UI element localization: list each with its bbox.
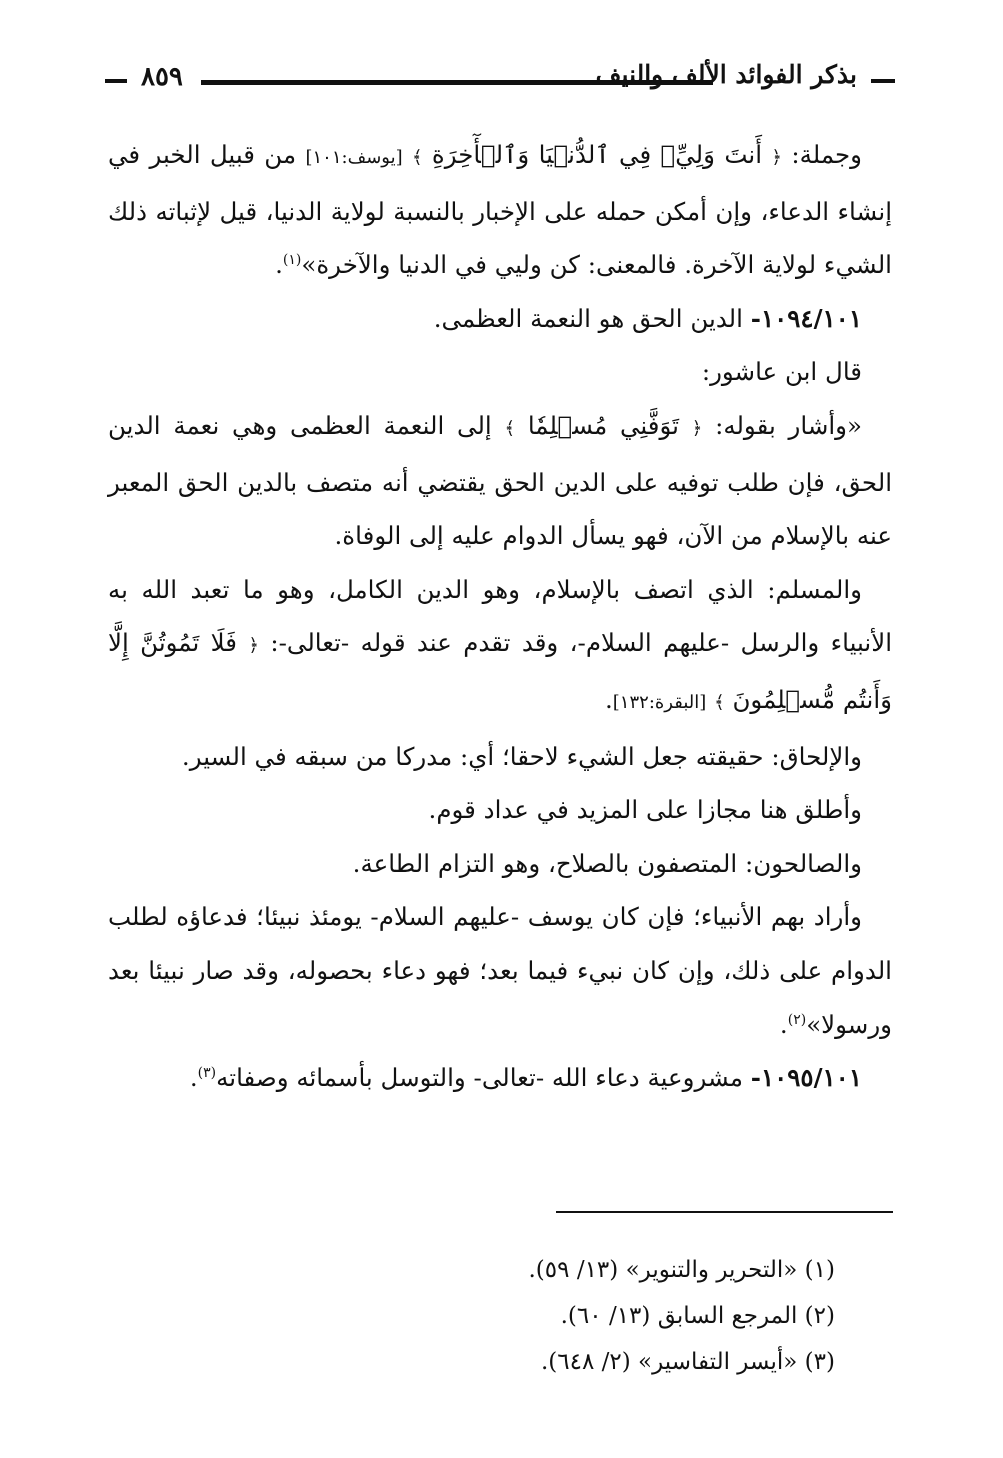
entry-number: ١٠٩٥/١٠١- [750,1063,862,1093]
paragraph-6: وأطلق هنا مجازا على المزيد في عداد قوم. [428,795,862,825]
ornate-bracket-close-icon: ﴾ [504,417,516,439]
footnote-1: (١) «التحرير والتنوير» (١٣/ ٥٩). [528,1257,835,1283]
paragraph-7: والصالحون: المتصفون بالصلاح، وهو التزام الطاعة. [352,848,862,878]
running-title: بذكر الفوائد الألف والنيف [595,60,857,89]
footnote-marker: (١) [282,252,302,269]
page-number: ٨٥٩ [141,62,183,92]
ornate-bracket-open-icon: ﴿ [248,635,259,657]
ornate-bracket-close-icon: ﴾ [714,691,725,713]
quran-verse: أَنتَ وَلِيِّۦ فِي ٱلدُّنۡيَا وَٱلۡأٓخِرَةِ [431,140,763,169]
paragraph-4: والمسلم: الذي اتصف بالإسلام، وهو الدين الكامل، وهو ما تعبد الله به الأنبياء والرسل -عليهم السلام-، وقد تقدم عند قوله -تعالى-: ﴿ فَلَا تَمُوتُنَّ إِلَّا وَأَنتُم مُّسۡلِمُونَ ﴾ [البقرة:١٣٢]. [108,574,893,714]
footnote-3: (٣) «أيسر التفاسير» (٢/ ٦٤٨). [540,1349,835,1375]
header-dash-left [105,79,127,83]
footnote-separator [556,1211,893,1213]
paragraph-1-intro: وجملة: [791,140,862,169]
ornate-bracket-open-icon: ﴿ [691,417,703,439]
verse-reference: [يوسف:١٠١] [305,147,403,168]
ornate-bracket-close-icon: ﴾ [412,147,423,168]
footnote-marker: (٣) [197,1064,217,1081]
paragraph-3 [108,399,892,563]
paragraph-3-text: إلى النعمة العظمى وهي نعمة الدين الحق، فإن طلب توفيه على الدين الحق يقتضي أنه متصف بالدين الحق المعبر عنه بالإسلام من الآن، فهو يسأل الدوام عليه إلى الوفاة. [108,410,892,551]
paragraph-8-text: وأراد بهم الأنبياء؛ فإن كان يوسف -عليهم السلام- يومئذ نبيئا؛ فدعاؤه لطلب الدوام على ذلك، وإن كان نبيء فيما بعد؛ فهو دعاء بحصوله، وقد صار نبيئا بعد ورسولا» [108,902,892,1039]
paragraph-1: وجملة: ﴿ أَنتَ وَلِيِّۦ فِي ٱلدُّنۡيَا وَٱلۡأٓخِرَةِ ﴾ [يوسف:١٠١] من قبيل الخبر في إنشاء الدعاء، وإن أمكن حمله على الإخبار بالنسبة لولاية الدنيا، قيل لإثباته ذلك الشيء لولاية الآخرة. فالمعنى: كن وليي في الدنيا والآخرة»$^{(١)}$. [108,140,892,280]
footnote-2: (٢) المرجع السابق (١٣/ ٦٠). [560,1303,835,1329]
paragraph-8: وأراد بهم الأنبياء؛ فإن كان يوسف -عليهم السلام- يومئذ نبيئا؛ فدعاؤه لطلب الدوام على ذلك، وإن كان نبيء فيما بعد؛ فهو دعاء بحصوله، وقد صار نبيئا بعد ورسولا»$^{(٢)}$. [108,902,892,1039]
footnotes [415,1247,835,1385]
paragraph-3-intro: «وأشار بقوله: [715,410,863,440]
entry-title: مشروعية دعاء الله -تعالى- والتوسل بأسمائه وصفاته [216,1063,743,1093]
footnote-marker: (٢) [787,1011,807,1028]
paragraph-5: والإلحاق: حقيقته جعل الشيء لاحقا؛ أي: مدركا من سبقه في السير. [181,741,862,771]
ornate-bracket-open-icon: ﴿ [771,147,782,168]
paragraph-1-text: من قبيل الخبر في إنشاء الدعاء، وإن أمكن حمله على الإخبار بالنسبة لولاية الدنيا، قيل لإثباته ذلك الشيء لولاية الآخرة. فالمعنى: كن وليي في الدنيا والآخرة» [108,140,892,280]
page-header [105,62,895,102]
paragraph-4-text: والمسلم: الذي اتصف بالإسلام، وهو الدين الكامل، وهو ما تعبد الله به الأنبياء والرسل -عليهم السلام-، وقد تقدم عند قوله -تعالى-: [108,574,893,658]
header-dash-right [871,79,895,83]
heading-1095: ١٠٩٥/١٠١- مشروعية دعاء الله -تعالى- والتوسل بأسمائه وصفاته$^{(٣)}$. [189,1063,862,1093]
entry-title: الدين الحق هو النعمة العظمى. [433,303,743,333]
quran-verse: فَلَا تَمُوتُنَّ إِلَّا وَأَنتُم مُّسۡلِمُونَ [108,628,892,714]
main-text [108,128,892,1105]
entry-number: ١٠٩٤/١٠١- [750,303,862,333]
quote-attribution: قال ابن عاشور: [701,357,862,387]
heading-1094 [108,292,892,346]
verse-reference: [البقرة:١٣٢] [612,691,707,713]
quran-verse: تَوَفَّنِي مُسۡلِمٗا [527,410,679,440]
